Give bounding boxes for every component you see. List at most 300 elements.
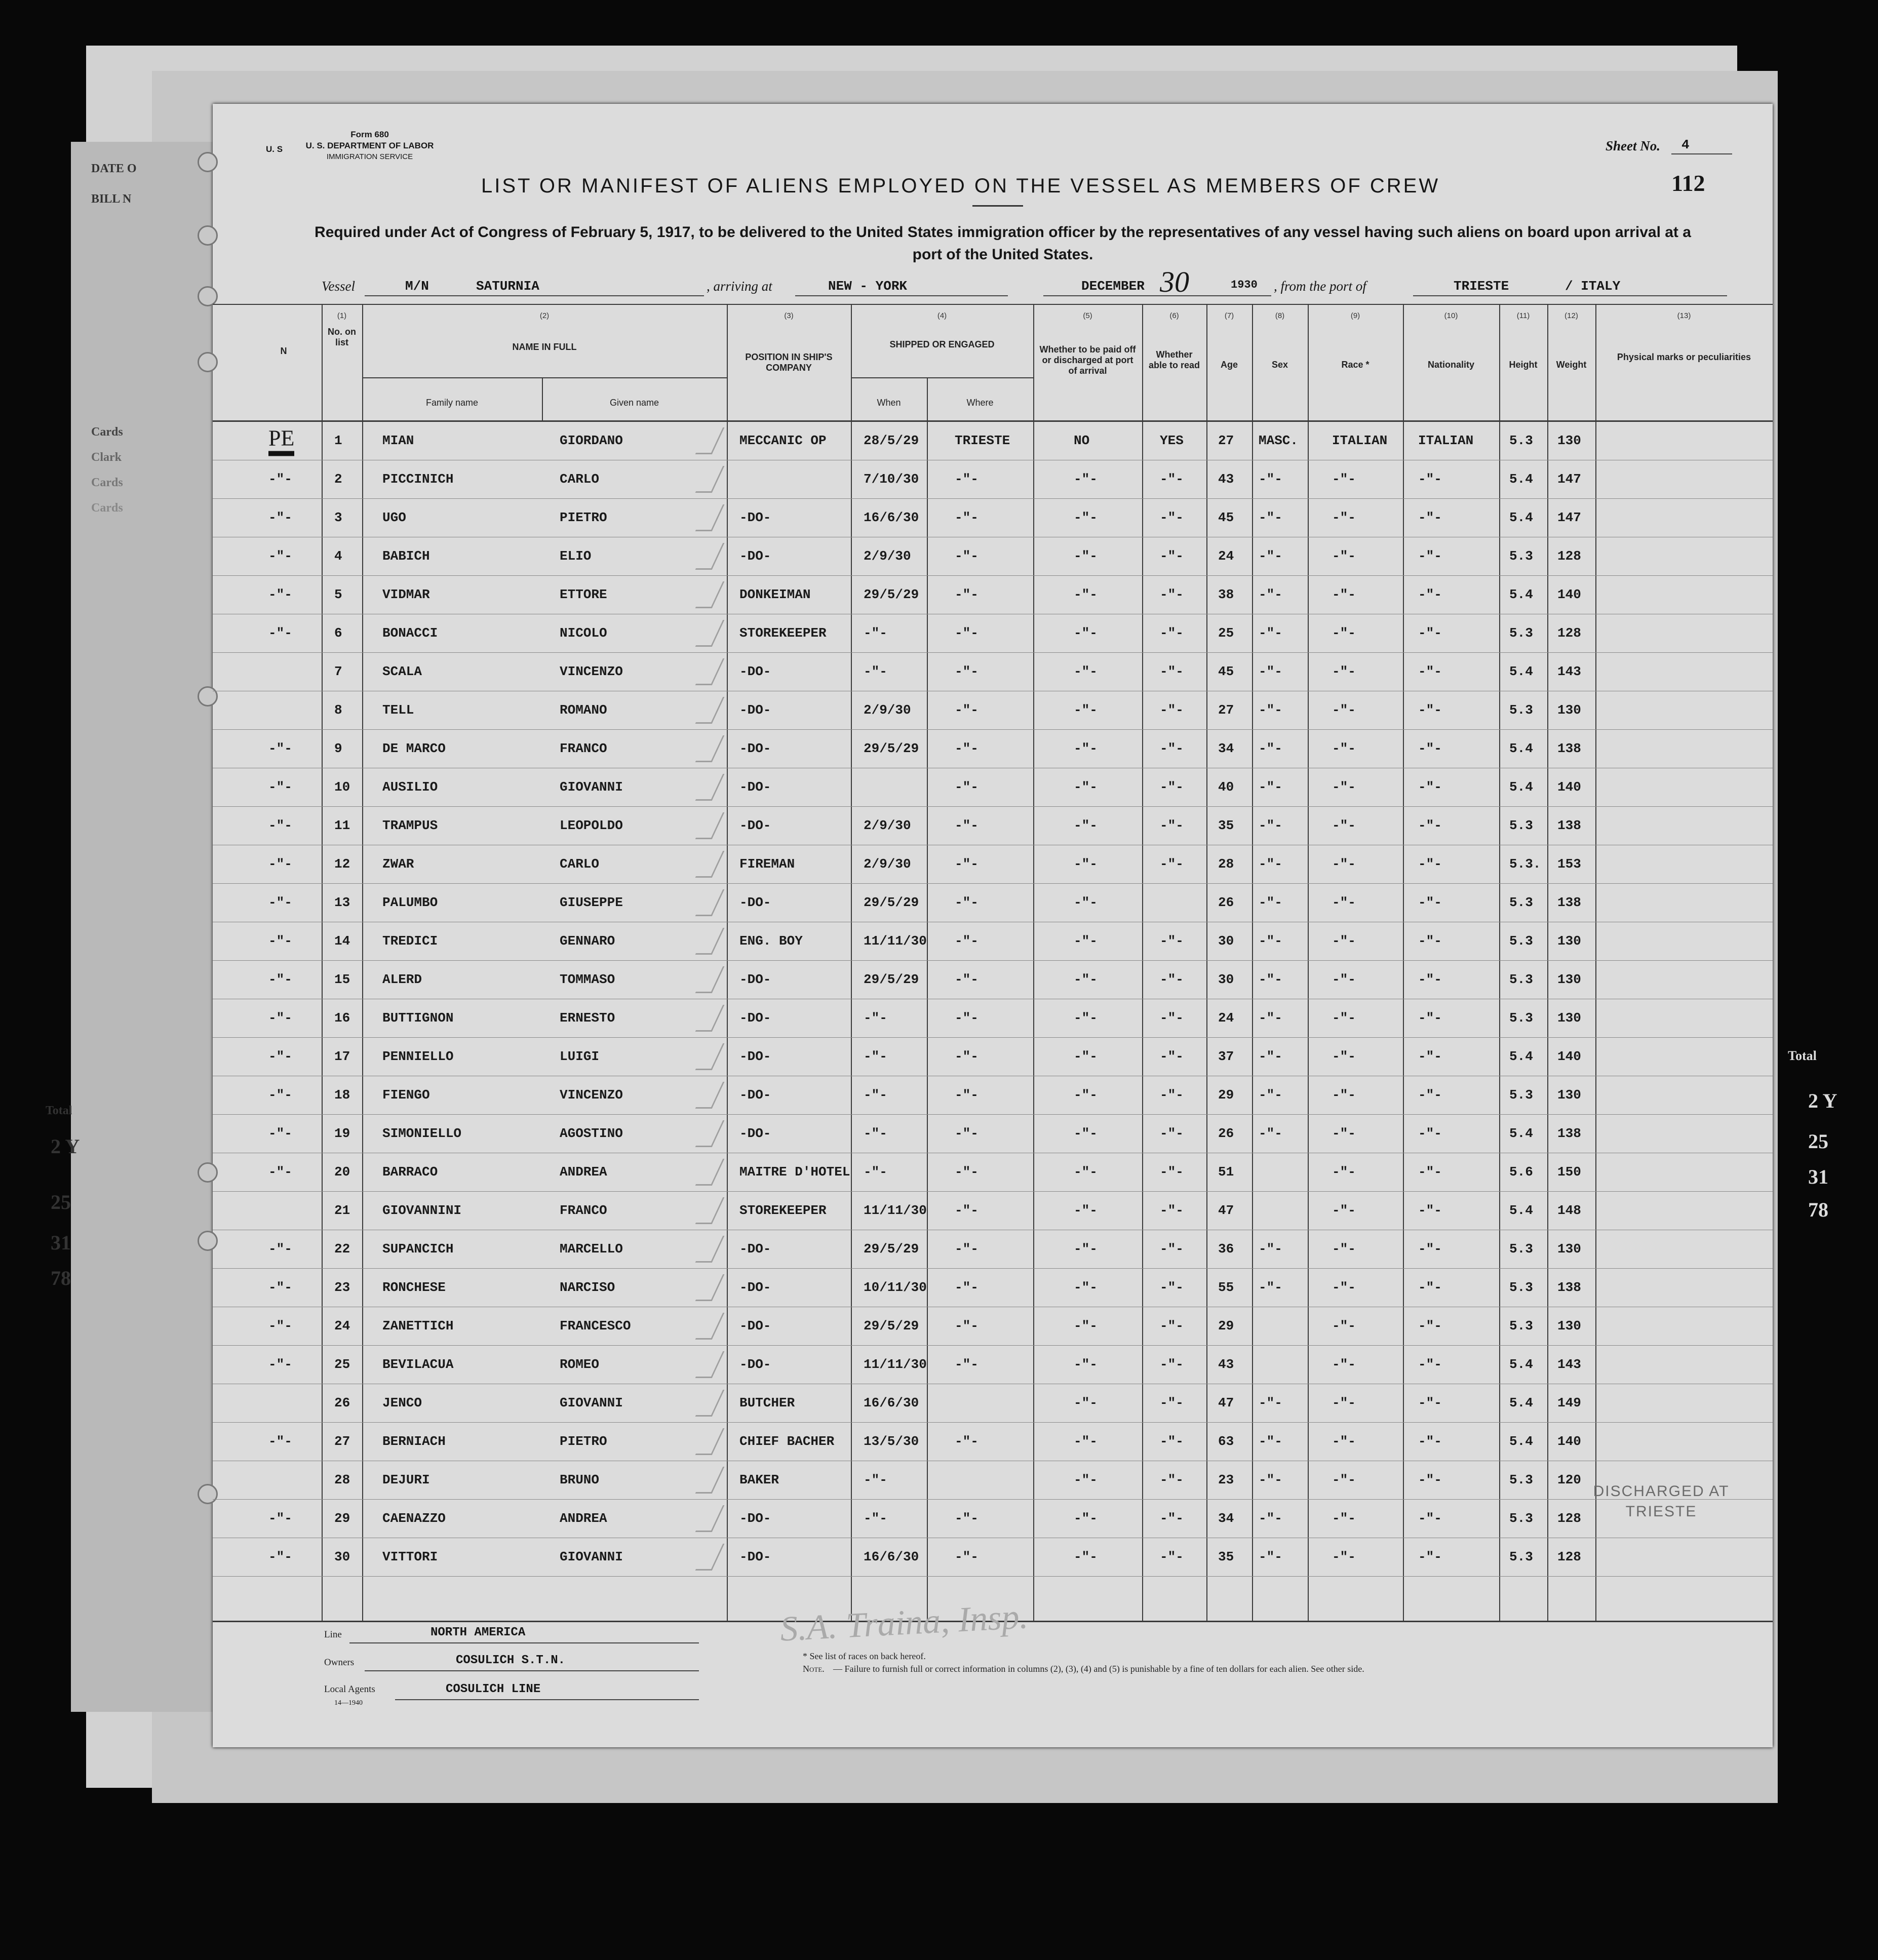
- height: 5.3: [1509, 1241, 1533, 1257]
- position: MECCANIC OP: [739, 433, 827, 448]
- age: 29: [1218, 1087, 1234, 1103]
- sex: -"-: [1259, 818, 1282, 833]
- age: 30: [1218, 972, 1234, 987]
- shipped-when: 16/6/30: [864, 1549, 919, 1564]
- family-name: TELL: [382, 702, 414, 718]
- given-name: BRUNO: [560, 1472, 600, 1487]
- given-name: PIETRO: [560, 1434, 607, 1449]
- arrival-underline: [795, 295, 1008, 296]
- nationality: -"-: [1418, 1049, 1442, 1064]
- shipped-where: -"-: [955, 1511, 979, 1526]
- race: -"-: [1332, 1087, 1356, 1103]
- weight: 140: [1557, 1434, 1581, 1449]
- mark: -"-: [268, 1049, 292, 1064]
- height: 5.4: [1509, 1434, 1533, 1449]
- given-name: AGOSTINO: [560, 1126, 623, 1141]
- form-code: 14—1940: [334, 1699, 363, 1707]
- col-race-header: Race *: [1341, 360, 1370, 370]
- shipped-when: 11/11/30: [864, 1203, 927, 1218]
- nationality: ITALIAN: [1418, 433, 1474, 448]
- mark: -"-: [268, 779, 292, 795]
- col-number: (3): [784, 311, 794, 320]
- table-row: [213, 1345, 1773, 1384]
- shipped-where: -"-: [955, 895, 979, 910]
- table-row: [213, 845, 1773, 884]
- col-paid-off-header: Whether to be paid off or discharged at port of arrival: [1039, 344, 1136, 376]
- tally: 78: [1808, 1198, 1828, 1221]
- col-family-header: Family name: [425, 398, 479, 408]
- nationality: -"-: [1418, 741, 1442, 756]
- nationality: -"-: [1418, 1164, 1442, 1180]
- race: -"-: [1332, 625, 1356, 641]
- mark: -"-: [268, 1549, 292, 1564]
- sex: -"-: [1259, 1434, 1282, 1449]
- family-name: JENCO: [382, 1395, 422, 1410]
- nationality: -"-: [1418, 702, 1442, 718]
- paid-off: -"-: [1074, 1357, 1098, 1372]
- stamp-line: DISCHARGED AT: [1593, 1483, 1730, 1500]
- position: DONKEIMAN: [739, 587, 811, 602]
- shipped-where: -"-: [955, 1434, 979, 1449]
- sex: -"-: [1259, 1511, 1282, 1526]
- age: 35: [1218, 1549, 1234, 1564]
- position: STOREKEEPER: [739, 625, 827, 641]
- able-to-read: -"-: [1160, 1434, 1184, 1449]
- paid-off: -"-: [1074, 933, 1098, 949]
- paid-off: -"-: [1074, 625, 1098, 641]
- check-mark: [695, 1082, 725, 1109]
- sex: -"-: [1259, 702, 1282, 718]
- height: 5.6: [1509, 1164, 1533, 1180]
- col-where-header: Where: [966, 398, 994, 408]
- shipped-where: -"-: [955, 933, 979, 949]
- mark: -"-: [268, 818, 292, 833]
- shipped-when: 11/11/30: [864, 933, 927, 949]
- family-name: BARRACO: [382, 1164, 438, 1180]
- table-row: [213, 537, 1773, 576]
- family-name: BABICH: [382, 548, 430, 564]
- check-mark: [695, 1467, 725, 1494]
- table-top-border: [213, 304, 1773, 305]
- col-number: (13): [1677, 311, 1691, 320]
- table-row: [213, 614, 1773, 653]
- able-to-read: -"-: [1160, 1472, 1184, 1487]
- race: -"-: [1332, 779, 1356, 795]
- shipped-where: -"-: [955, 1087, 979, 1103]
- nationality: -"-: [1418, 972, 1442, 987]
- race: -"-: [1332, 1010, 1356, 1026]
- row-number: 10: [334, 779, 350, 795]
- shipped-when: 16/6/30: [864, 1395, 919, 1410]
- table-row: [213, 1153, 1773, 1192]
- family-name: BERNIACH: [382, 1434, 446, 1449]
- given-name: VINCENZO: [560, 1087, 623, 1103]
- age: 43: [1218, 1357, 1234, 1372]
- paid-off: -"-: [1074, 702, 1098, 718]
- position: -DO-: [739, 1357, 771, 1372]
- able-to-read: -"-: [1160, 1511, 1184, 1526]
- shipped-when: 11/11/30: [864, 1357, 927, 1372]
- row-number: 15: [334, 972, 350, 987]
- height: 5.3: [1509, 548, 1533, 564]
- race: -"-: [1332, 1434, 1356, 1449]
- col-shipped-header: SHIPPED OR ENGAGED: [889, 339, 995, 349]
- binder-hole: [198, 152, 218, 172]
- paid-off: -"-: [1074, 1203, 1098, 1218]
- paid-off: -"-: [1074, 472, 1098, 487]
- race: -"-: [1332, 587, 1356, 602]
- nationality: -"-: [1418, 625, 1442, 641]
- sex: -"-: [1259, 510, 1282, 525]
- weight: 140: [1557, 1049, 1581, 1064]
- weight: 128: [1557, 548, 1581, 564]
- col-given-header: Given name: [609, 398, 659, 408]
- check-mark: [695, 504, 725, 531]
- shipped-subheader-line: [851, 377, 1033, 378]
- shipped-when: 29/5/29: [864, 741, 919, 756]
- family-name: VIDMAR: [382, 587, 430, 602]
- shipped-where: -"-: [955, 779, 979, 795]
- able-to-read: -"-: [1160, 472, 1184, 487]
- age: 25: [1218, 625, 1234, 641]
- shipped-when: 29/5/29: [864, 587, 919, 602]
- given-name: FRANCO: [560, 741, 607, 756]
- nationality: -"-: [1418, 1357, 1442, 1372]
- shipped-when: -"-: [864, 1010, 887, 1026]
- row-number: 19: [334, 1126, 350, 1141]
- paid-off: -"-: [1074, 587, 1098, 602]
- shipped-when: -"-: [864, 1164, 887, 1180]
- given-name: ELIO: [560, 548, 592, 564]
- weight: 147: [1557, 510, 1581, 525]
- arriving-label: , arriving at: [707, 279, 772, 294]
- position: STOREKEEPER: [739, 1203, 827, 1218]
- col-height-header: Height: [1509, 360, 1538, 370]
- shipped-where: -"-: [955, 548, 979, 564]
- document-title: LIST OR MANIFEST OF ALIENS EMPLOYED ON THE VESSEL AS MEMBERS OF CREW: [481, 175, 1440, 197]
- height: 5.3: [1509, 1549, 1533, 1564]
- weight: 130: [1557, 702, 1581, 718]
- race: -"-: [1332, 1241, 1356, 1257]
- given-name: LUIGI: [560, 1049, 600, 1064]
- able-to-read: YES: [1160, 433, 1184, 448]
- tally: 2 Y: [51, 1135, 80, 1158]
- given-name: PIETRO: [560, 510, 607, 525]
- check-mark: [695, 620, 725, 647]
- sex: -"-: [1259, 548, 1282, 564]
- position: -DO-: [739, 702, 771, 718]
- family-name: RONCHESE: [382, 1280, 446, 1295]
- mark: -"-: [268, 1511, 292, 1526]
- family-name: ZANETTICH: [382, 1318, 454, 1334]
- mark: -"-: [268, 933, 292, 949]
- right-margin-strip: [1768, 1013, 1869, 1246]
- position: -DO-: [739, 1280, 771, 1295]
- nationality: -"-: [1418, 1280, 1442, 1295]
- table-row: [213, 1499, 1773, 1538]
- row-number: 17: [334, 1049, 350, 1064]
- mark: -"-: [268, 548, 292, 564]
- col-nationality-header: Nationality: [1427, 360, 1474, 370]
- col-number: (11): [1516, 311, 1530, 320]
- family-name: BEVILACUA: [382, 1357, 454, 1372]
- row-number: 1: [334, 433, 342, 448]
- check-mark: [695, 812, 725, 839]
- paid-off: -"-: [1074, 510, 1098, 525]
- check-mark: [695, 735, 725, 762]
- row-number: 7: [334, 664, 342, 679]
- agents-underline: [395, 1699, 699, 1700]
- shipped-where: -"-: [955, 856, 979, 872]
- age: 27: [1218, 702, 1234, 718]
- height: 5.3: [1509, 625, 1533, 641]
- check-mark: [695, 466, 725, 493]
- sex: -"-: [1259, 1472, 1282, 1487]
- able-to-read: -"-: [1160, 625, 1184, 641]
- able-to-read: -"-: [1160, 1395, 1184, 1410]
- row-number: 14: [334, 933, 350, 949]
- race: -"-: [1332, 933, 1356, 949]
- weight: 138: [1557, 818, 1581, 833]
- col-number: (9): [1350, 311, 1360, 320]
- race: -"-: [1332, 856, 1356, 872]
- row-number: 12: [334, 856, 350, 872]
- race: -"-: [1332, 1472, 1356, 1487]
- given-name: GENNARO: [560, 933, 615, 949]
- row-number: 29: [334, 1511, 350, 1526]
- table-row: [213, 1307, 1773, 1346]
- check-mark: [695, 697, 725, 724]
- height: 5.3: [1509, 702, 1533, 718]
- row-number: 8: [334, 702, 342, 718]
- race: -"-: [1332, 741, 1356, 756]
- position: FIREMAN: [739, 856, 795, 872]
- check-mark: [695, 1313, 725, 1340]
- sex: -"-: [1259, 972, 1282, 987]
- position: -DO-: [739, 1049, 771, 1064]
- col-n-header: N: [280, 346, 287, 356]
- mark: -"-: [268, 1126, 292, 1141]
- able-to-read: -"-: [1160, 1203, 1184, 1218]
- row-number: 16: [334, 1010, 350, 1026]
- row-number: 24: [334, 1318, 350, 1334]
- able-to-read: -"-: [1160, 664, 1184, 679]
- position: -DO-: [739, 1126, 771, 1141]
- nationality: -"-: [1418, 856, 1442, 872]
- col-number: (10): [1444, 311, 1458, 320]
- paid-off: -"-: [1074, 548, 1098, 564]
- vessel-prefix: M/N: [405, 279, 429, 294]
- mark: -"-: [268, 1010, 292, 1026]
- mark: -"-: [268, 856, 292, 872]
- height: 5.3: [1509, 972, 1533, 987]
- age: 63: [1218, 1434, 1234, 1449]
- check-mark: [695, 774, 725, 801]
- age: 24: [1218, 548, 1234, 564]
- row-number: 30: [334, 1549, 350, 1564]
- position: -DO-: [739, 510, 771, 525]
- margin-note: Clark: [91, 451, 122, 464]
- col-age-header: Age: [1220, 360, 1238, 370]
- nationality: -"-: [1418, 587, 1442, 602]
- row-number: 21: [334, 1203, 350, 1218]
- family-name: CAENAZZO: [382, 1511, 446, 1526]
- col-able-to-read-header: Whether able to read: [1148, 349, 1200, 370]
- mark: -"-: [268, 1434, 292, 1449]
- race: -"-: [1332, 1511, 1356, 1526]
- family-name: TRAMPUS: [382, 818, 438, 833]
- row-number: 28: [334, 1472, 350, 1487]
- position: -DO-: [739, 818, 771, 833]
- race: -"-: [1332, 1357, 1356, 1372]
- table-row: [213, 1268, 1773, 1307]
- race: -"-: [1332, 972, 1356, 987]
- weight: 130: [1557, 1318, 1581, 1334]
- from-port-label: , from the port of: [1274, 279, 1366, 294]
- margin-note: BILL N: [91, 192, 132, 206]
- row-number: 27: [334, 1434, 350, 1449]
- check-mark: [695, 427, 725, 454]
- col-when-header: When: [877, 398, 901, 408]
- shipped-when: 7/10/30: [864, 472, 919, 487]
- nationality: -"-: [1418, 818, 1442, 833]
- binder-hole: [198, 225, 218, 246]
- shipped-where: -"-: [955, 741, 979, 756]
- given-name: ROMEO: [560, 1357, 600, 1372]
- col-marks-header: Physical marks or peculiarities: [1617, 352, 1751, 362]
- height: 5.4: [1509, 510, 1533, 525]
- races-note: * See list of races on back hereof.: [803, 1651, 926, 1661]
- shipped-when: 16/6/30: [864, 510, 919, 525]
- name-subheader-line: [362, 377, 727, 378]
- mark: -"-: [268, 1241, 292, 1257]
- col-number: (6): [1169, 311, 1179, 320]
- nationality: -"-: [1418, 779, 1442, 795]
- age: 36: [1218, 1241, 1234, 1257]
- row-number: 13: [334, 895, 350, 910]
- age: 55: [1218, 1280, 1234, 1295]
- col-number: (12): [1564, 311, 1578, 320]
- able-to-read: -"-: [1160, 856, 1184, 872]
- check-mark: [695, 543, 725, 570]
- table-row: [213, 1538, 1773, 1577]
- height: 5.4: [1509, 472, 1533, 487]
- nationality: -"-: [1418, 664, 1442, 679]
- margin-note: Total: [1788, 1048, 1817, 1063]
- table-row: [213, 806, 1773, 845]
- binder-hole: [198, 352, 218, 372]
- sex: -"-: [1259, 895, 1282, 910]
- age: 51: [1218, 1164, 1234, 1180]
- height: 5.3.: [1509, 856, 1541, 872]
- paid-off: -"-: [1074, 1395, 1098, 1410]
- position: MAITRE D'HOTEL: [739, 1164, 850, 1180]
- mark: -"-: [268, 587, 292, 602]
- paid-off: -"-: [1074, 1434, 1098, 1449]
- height: 5.4: [1509, 779, 1533, 795]
- check-mark: [695, 1236, 725, 1263]
- shipped-where: -"-: [955, 1049, 979, 1064]
- mark: -"-: [268, 1318, 292, 1334]
- given-name: ANDREA: [560, 1511, 607, 1526]
- tally: 2 Y: [1808, 1089, 1837, 1112]
- weight: 138: [1557, 895, 1581, 910]
- line-underline: [349, 1642, 699, 1643]
- paid-off: -"-: [1074, 1511, 1098, 1526]
- able-to-read: -"-: [1160, 779, 1184, 795]
- col-number: (4): [937, 311, 947, 320]
- shipped-where: -"-: [955, 702, 979, 718]
- able-to-read: -"-: [1160, 1164, 1184, 1180]
- table-row: [213, 498, 1773, 537]
- height: 5.3: [1509, 1280, 1533, 1295]
- sheet-label: Sheet No.: [1606, 138, 1660, 153]
- nationality: -"-: [1418, 1241, 1442, 1257]
- table-row: [213, 729, 1773, 768]
- mark: -"-: [268, 510, 292, 525]
- given-name: FRANCO: [560, 1203, 607, 1218]
- departure-country: / ITALY: [1565, 279, 1621, 294]
- position: -DO-: [739, 779, 771, 795]
- family-name: VITTORI: [382, 1549, 438, 1564]
- given-name: VINCENZO: [560, 664, 623, 679]
- check-mark: [695, 1005, 725, 1032]
- weight: 130: [1557, 1087, 1581, 1103]
- shipped-where: -"-: [955, 1241, 979, 1257]
- table-row: [213, 1191, 1773, 1230]
- age: 24: [1218, 1010, 1234, 1026]
- row-number: 20: [334, 1164, 350, 1180]
- sex: -"-: [1259, 664, 1282, 679]
- age: 40: [1218, 779, 1234, 795]
- arrival-port: NEW - YORK: [828, 279, 908, 294]
- race: -"-: [1332, 510, 1356, 525]
- col-number: (7): [1224, 311, 1234, 320]
- paid-off: -"-: [1074, 1049, 1098, 1064]
- weight: 130: [1557, 933, 1581, 949]
- position: -DO-: [739, 741, 771, 756]
- able-to-read: -"-: [1160, 510, 1184, 525]
- race: -"-: [1332, 1203, 1356, 1218]
- row-number: 18: [334, 1087, 350, 1103]
- height: 5.4: [1509, 1126, 1533, 1141]
- tally: 31: [51, 1231, 71, 1254]
- nationality: -"-: [1418, 895, 1442, 910]
- family-name: SCALA: [382, 664, 422, 679]
- discharged-stamp: [1575, 1481, 1747, 1522]
- age: 38: [1218, 587, 1234, 602]
- age: 30: [1218, 933, 1234, 949]
- shipped-when: 2/9/30: [864, 818, 911, 833]
- nationality: -"-: [1418, 1395, 1442, 1410]
- weight: 130: [1557, 1010, 1581, 1026]
- col-number: (5): [1083, 311, 1092, 320]
- paid-off: -"-: [1074, 1241, 1098, 1257]
- given-name: ERNESTO: [560, 1010, 615, 1026]
- nationality: -"-: [1418, 472, 1442, 487]
- position: BAKER: [739, 1472, 779, 1487]
- row-number: 4: [334, 548, 342, 564]
- weight: 138: [1557, 1280, 1581, 1295]
- shipped-where: -"-: [955, 1280, 979, 1295]
- height: 5.3: [1509, 818, 1533, 833]
- able-to-read: -"-: [1160, 587, 1184, 602]
- age: 45: [1218, 510, 1234, 525]
- port-underline: [1413, 295, 1727, 296]
- family-name: SUPANCICH: [382, 1241, 454, 1257]
- tally: 78: [51, 1267, 71, 1289]
- given-name: CARLO: [560, 472, 600, 487]
